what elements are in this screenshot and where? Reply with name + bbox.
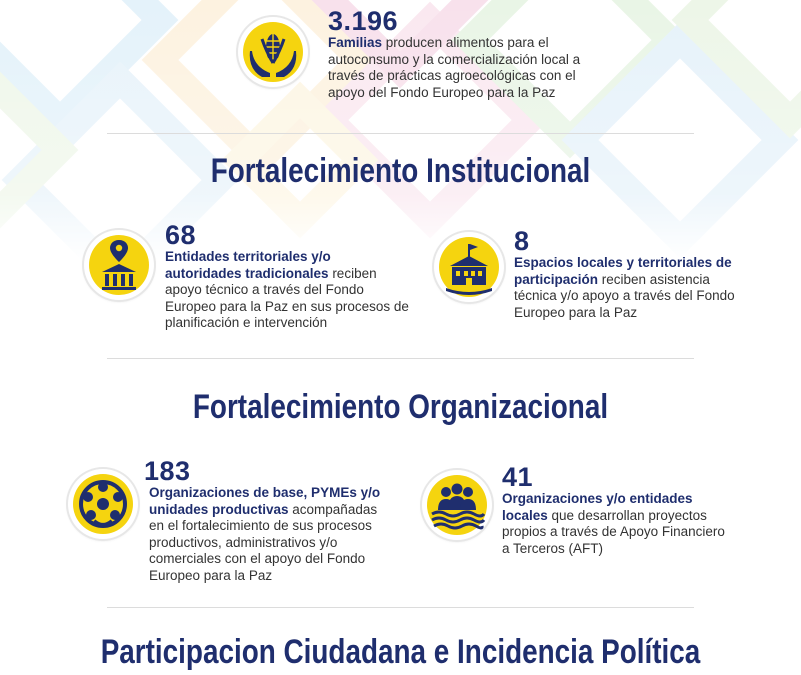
stat-number: 183 [144, 456, 191, 486]
stat-description: Organizaciones de base, PYMEs y/o unidades productivas acompañadas en el fortalecimiento de sus procesos productivos, administrativos y/o comerciales con el apoyo del Fondo Europeo para la Paz [149, 485, 381, 583]
stat-number: 8 [514, 226, 530, 256]
stat-number: 41 [502, 462, 534, 492]
divider [107, 358, 694, 359]
stat-organizaciones-locales [502, 464, 732, 557]
town-hall-flag-icon [434, 232, 504, 302]
hands-corn-icon [238, 17, 308, 87]
stat-espacios [514, 228, 754, 321]
divider [107, 607, 694, 608]
government-building-pin-icon [84, 230, 154, 300]
people-water-icon [422, 470, 492, 540]
section-title-organizacional: Fortalecimiento Organizacional [192, 388, 609, 426]
section-title-institucional: Fortalecimiento Institucional [210, 152, 591, 190]
stat-entidades [165, 222, 410, 332]
stat-description: Espacios locales y territoriales de participación reciben asistencia técnica y/o apoyo a través del Fondo Europeo para la Paz [514, 255, 735, 320]
stat-description: Entidades territoriales y/o autoridades tradicionales reciben apoyo técnico a través del Fondo Europeo para la Paz en sus procesos de planificación e intervención [165, 249, 409, 330]
divider [107, 133, 694, 134]
stat-number: 68 [165, 220, 197, 250]
section-title-participacion: Participacion Ciudadana e Incidencia Política [100, 633, 701, 671]
stat-organizaciones-base [144, 458, 394, 584]
stat-familias [328, 8, 593, 101]
community-group-icon [68, 469, 138, 539]
stat-number: 3.196 [328, 6, 399, 36]
stat-description: Organizaciones y/o entidades locales que desarrollan proyectos propios a través de Apoyo Financiero a Terceros (AFT) [502, 491, 725, 556]
stat-description: Familias producen alimentos para el autoconsumo y la comercialización local a través de prácticas agroecológicas con el apoyo del Fondo Europeo para la Paz [328, 35, 581, 100]
